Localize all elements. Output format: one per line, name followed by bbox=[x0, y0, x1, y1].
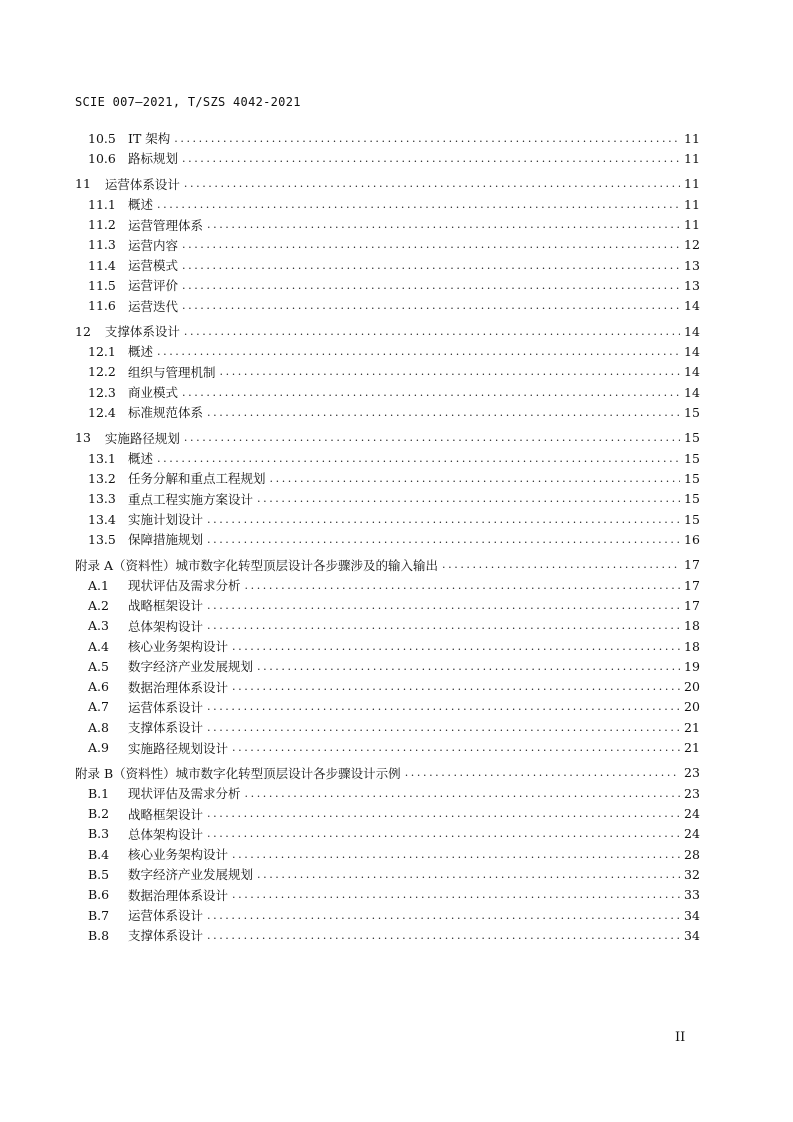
toc-entry-number: 附录 B bbox=[75, 765, 114, 781]
toc-entry-number: 13.5 bbox=[88, 531, 116, 547]
toc-entry-number: 11.5 bbox=[88, 277, 116, 293]
toc-entry-page: 11 bbox=[684, 150, 700, 166]
toc-leader-dots bbox=[184, 325, 680, 338]
toc-entry-page: 24 bbox=[684, 826, 700, 842]
toc-leader-dots bbox=[207, 807, 680, 820]
toc-entry[interactable] bbox=[75, 341, 698, 361]
toc-entry[interactable] bbox=[75, 321, 698, 341]
toc-leader-dots bbox=[207, 721, 680, 734]
toc-entry-page: 14 bbox=[684, 323, 700, 339]
toc-leader-dots bbox=[207, 619, 680, 632]
toc-entry-number: 附录 A bbox=[75, 557, 114, 573]
toc-entry-title: 任务分解和重点工程规划 bbox=[128, 471, 266, 487]
toc-entry-page: 20 bbox=[684, 699, 700, 715]
toc-leader-dots bbox=[207, 533, 680, 546]
toc-entry[interactable] bbox=[75, 402, 698, 422]
toc-entry-title: 概述 bbox=[128, 344, 154, 360]
toc-entry-number: A.4 bbox=[88, 638, 109, 654]
page-number-footer: II bbox=[675, 1030, 686, 1045]
toc-entry-page: 15 bbox=[684, 450, 700, 466]
toc-entry-number: A.3 bbox=[88, 618, 109, 634]
toc-entry[interactable] bbox=[75, 737, 698, 757]
toc-leader-dots bbox=[207, 700, 680, 713]
toc-entry-page: 13 bbox=[684, 277, 700, 293]
toc-entry-title: 重点工程实施方案设计 bbox=[128, 491, 254, 507]
toc-entry-number: 13.2 bbox=[88, 470, 116, 486]
toc-leader-dots bbox=[207, 599, 680, 612]
toc-entry-page: 13 bbox=[684, 257, 700, 273]
toc-entry-title: 数据治理体系设计 bbox=[128, 887, 229, 903]
toc-leader-dots bbox=[232, 640, 680, 653]
toc-leader-dots bbox=[174, 132, 680, 145]
toc-entry-title: 运营迭代 bbox=[128, 298, 179, 314]
toc-entry[interactable] bbox=[75, 885, 698, 905]
toc-entry-page: 11 bbox=[684, 130, 700, 146]
toc-entry-title: 支撑体系设计 bbox=[104, 324, 180, 340]
toc-entry[interactable] bbox=[75, 489, 698, 509]
toc-entry-page: 19 bbox=[684, 658, 700, 674]
toc-entry[interactable] bbox=[75, 468, 698, 488]
toc-entry-title: 运营体系设计 bbox=[128, 699, 204, 715]
toc-entry-number: A.5 bbox=[88, 658, 109, 674]
toc-entry[interactable] bbox=[75, 448, 698, 468]
toc-entry-title: 总体架构设计 bbox=[128, 826, 204, 842]
toc-entry-number: B.5 bbox=[88, 866, 110, 882]
toc-entry[interactable] bbox=[75, 362, 698, 382]
toc-entry-number: B.8 bbox=[88, 927, 110, 943]
toc-entry-page: 18 bbox=[684, 638, 700, 654]
toc-entry-page: 28 bbox=[684, 846, 700, 862]
toc-entry-page: 32 bbox=[684, 866, 700, 882]
toc-entry-page: 16 bbox=[684, 531, 700, 547]
toc-leader-dots bbox=[207, 406, 680, 419]
toc-entry-title: 商业模式 bbox=[128, 385, 179, 401]
toc-leader-dots bbox=[232, 888, 680, 901]
toc-entry-page: 34 bbox=[684, 907, 700, 923]
toc-entry-page: 11 bbox=[684, 217, 700, 233]
toc-entry-number: A.1 bbox=[88, 577, 109, 593]
toc-entry-title: 战略框架设计 bbox=[128, 806, 204, 822]
toc-entry[interactable] bbox=[75, 509, 698, 529]
toc-entry-number: 11 bbox=[75, 176, 91, 192]
toc-entry-number: B.7 bbox=[88, 907, 110, 923]
toc-entry-page: 15 bbox=[684, 511, 700, 527]
toc-entry[interactable] bbox=[75, 148, 698, 168]
toc-entry[interactable] bbox=[75, 194, 698, 214]
toc-entry[interactable] bbox=[75, 529, 698, 549]
toc-entry[interactable] bbox=[75, 555, 698, 575]
toc-entry-page: 15 bbox=[684, 430, 700, 446]
toc-entry[interactable] bbox=[75, 717, 698, 737]
toc-leader-dots bbox=[442, 558, 680, 571]
toc-leader-dots bbox=[157, 198, 680, 211]
toc-entry-number: A.2 bbox=[88, 597, 109, 613]
toc-entry-title: （资料性）城市数字化转型顶层设计各步骤涉及的输入输出 bbox=[113, 557, 439, 573]
toc-entry-page: 34 bbox=[684, 927, 700, 943]
toc-entry-number: A.9 bbox=[88, 740, 109, 755]
toc-entry-number: 13 bbox=[75, 430, 91, 446]
toc-entry-title: 现状评估及需求分析 bbox=[128, 786, 241, 802]
toc-entry[interactable] bbox=[75, 428, 698, 448]
toc-entry[interactable] bbox=[75, 844, 698, 864]
toc-entry[interactable] bbox=[75, 235, 698, 255]
toc-entry[interactable] bbox=[75, 636, 698, 656]
toc-entry[interactable] bbox=[75, 255, 698, 275]
toc-leader-dots bbox=[257, 492, 680, 505]
toc-leader-dots bbox=[182, 238, 680, 251]
toc-leader-dots bbox=[232, 848, 680, 861]
toc-entry-title: 组织与管理机制 bbox=[128, 364, 216, 380]
toc-entry-page: 17 bbox=[684, 597, 700, 613]
toc-entry-page: 17 bbox=[684, 557, 700, 573]
toc-entry-title: 概述 bbox=[128, 197, 154, 213]
toc-leader-dots bbox=[270, 472, 680, 485]
toc-leader-dots bbox=[207, 218, 680, 231]
toc-entry-title: 运营内容 bbox=[128, 237, 179, 253]
toc-entry-number: B.1 bbox=[88, 785, 110, 801]
toc-entry-page: 23 bbox=[684, 765, 700, 781]
toc-entry[interactable] bbox=[75, 697, 698, 717]
toc-entry-number: 10.5 bbox=[88, 130, 116, 146]
toc-leader-dots bbox=[232, 680, 680, 693]
toc-entry-page: 15 bbox=[684, 404, 700, 420]
toc-entry-page: 14 bbox=[684, 298, 700, 314]
toc-entry[interactable] bbox=[75, 925, 698, 945]
toc-entry-title: 总体架构设计 bbox=[128, 618, 204, 634]
toc-entry-page: 14 bbox=[684, 384, 700, 400]
toc-entry-title: 实施路径规划 bbox=[104, 430, 180, 446]
toc-entry-number: B.6 bbox=[88, 887, 110, 903]
toc-entry[interactable] bbox=[75, 575, 698, 595]
toc-entry-number: 12.3 bbox=[88, 384, 116, 400]
toc-entry-number: 10.6 bbox=[88, 150, 116, 166]
toc-entry[interactable] bbox=[75, 174, 698, 194]
toc-leader-dots bbox=[245, 787, 680, 800]
toc-entry-page: 18 bbox=[684, 618, 700, 634]
toc-entry-title: 数据治理体系设计 bbox=[128, 679, 229, 695]
toc-entry-page: 14 bbox=[684, 343, 700, 359]
toc-entry-number: 12.4 bbox=[88, 404, 116, 420]
toc-entry-page: 11 bbox=[684, 176, 700, 192]
toc-entry-title: 标准规范体系 bbox=[128, 405, 204, 421]
toc-entry-number: B.3 bbox=[88, 826, 110, 842]
toc-entry[interactable] bbox=[75, 824, 698, 844]
toc-entry-title: 战略框架设计 bbox=[128, 598, 204, 614]
toc-entry-page: 20 bbox=[684, 679, 700, 695]
toc-entry-page: 15 bbox=[684, 470, 700, 486]
toc-entry-title: 路标规划 bbox=[128, 151, 179, 167]
toc-entry[interactable] bbox=[75, 616, 698, 636]
toc-entry-title: 数字经济产业发展规划 bbox=[128, 867, 254, 883]
toc-leader-dots bbox=[157, 452, 680, 465]
toc-leader-dots bbox=[207, 827, 680, 840]
toc-entry[interactable] bbox=[75, 783, 698, 803]
toc-leader-dots bbox=[245, 579, 680, 592]
toc-entry[interactable] bbox=[75, 595, 698, 615]
toc-entry-page: 33 bbox=[684, 887, 700, 903]
toc-entry[interactable] bbox=[75, 656, 698, 676]
toc-leader-dots bbox=[232, 741, 680, 754]
toc-entry-number: A.7 bbox=[88, 699, 109, 715]
toc-leader-dots bbox=[257, 660, 680, 673]
toc-entry[interactable] bbox=[75, 214, 698, 234]
toc-entry-title: 核心业务架构设计 bbox=[128, 847, 229, 863]
toc-leader-dots bbox=[157, 345, 680, 358]
toc-entry-page: 11 bbox=[684, 196, 700, 212]
toc-entry[interactable] bbox=[75, 803, 698, 823]
toc-entry-number: A.8 bbox=[88, 719, 109, 735]
toc-entry-number: 13.1 bbox=[88, 450, 116, 466]
toc-entry[interactable] bbox=[75, 296, 698, 316]
toc-entry[interactable] bbox=[75, 864, 698, 884]
toc-leader-dots bbox=[405, 766, 680, 779]
toc-entry-title: 现状评估及需求分析 bbox=[128, 578, 241, 594]
toc-entry-number: 12 bbox=[75, 323, 91, 339]
toc-entry-page: 12 bbox=[684, 237, 700, 253]
toc-entry-title: 运营评价 bbox=[128, 278, 179, 294]
toc-leader-dots bbox=[182, 386, 680, 399]
toc-entry[interactable] bbox=[75, 382, 698, 402]
toc-entry-title: 概述 bbox=[128, 451, 154, 467]
toc-entry-page: 23 bbox=[684, 785, 700, 801]
toc-entry-title: 数字经济产业发展规划 bbox=[128, 659, 254, 675]
toc-entry[interactable] bbox=[75, 275, 698, 295]
toc-entry-page: 21 bbox=[684, 740, 700, 755]
toc-entry-number: B.4 bbox=[88, 846, 110, 862]
toc-entry-title: 运营体系设计 bbox=[104, 176, 180, 192]
toc-leader-dots bbox=[184, 431, 680, 444]
toc-entry-number: 13.4 bbox=[88, 511, 116, 527]
toc-entry-title: 运营管理体系 bbox=[128, 217, 204, 233]
toc-entry-number: 12.2 bbox=[88, 364, 116, 380]
toc-leader-dots bbox=[207, 513, 680, 526]
toc-entry-title: 实施计划设计 bbox=[128, 512, 204, 528]
toc-leader-dots bbox=[207, 929, 680, 942]
toc-entry-title: 支撑体系设计 bbox=[128, 720, 204, 736]
toc-entry-number: 11.1 bbox=[88, 196, 116, 212]
toc-entry-page: 21 bbox=[684, 719, 700, 735]
toc-leader-dots bbox=[182, 259, 680, 272]
toc-entry-page: 14 bbox=[684, 364, 700, 380]
toc-entry-number: 12.1 bbox=[88, 343, 116, 359]
toc-entry-title: 保障措施规划 bbox=[128, 532, 204, 548]
toc-entry-title: 实施路径规划设计 bbox=[128, 740, 229, 756]
toc-leader-dots bbox=[257, 868, 680, 881]
toc-entry-title: IT 架构 bbox=[128, 131, 171, 147]
toc-leader-dots bbox=[207, 909, 680, 922]
toc-leader-dots bbox=[182, 299, 680, 312]
toc-entry-title: 运营模式 bbox=[128, 258, 179, 274]
toc-entry[interactable] bbox=[75, 905, 698, 925]
toc-leader-dots bbox=[182, 152, 680, 165]
toc-entry-number: 11.4 bbox=[88, 257, 116, 273]
toc-entry-title: （资料性）城市数字化转型顶层设计各步骤设计示例 bbox=[113, 765, 401, 781]
toc-entry-number: 11.2 bbox=[88, 217, 116, 233]
toc-entry-title: 核心业务架构设计 bbox=[128, 639, 229, 655]
toc-entry-title: 支撑体系设计 bbox=[128, 928, 204, 944]
toc-entry-number: 11.6 bbox=[88, 298, 116, 314]
toc-entry-title: 运营体系设计 bbox=[128, 908, 204, 924]
toc-entry[interactable] bbox=[75, 763, 698, 783]
toc-entry-page: 15 bbox=[684, 491, 700, 507]
toc-leader-dots bbox=[184, 177, 680, 190]
toc-leader-dots bbox=[182, 279, 680, 292]
document-header: SCIE 007—2021, T/SZS 4042-2021 bbox=[75, 95, 301, 109]
toc-entry-number: 11.3 bbox=[88, 237, 116, 253]
toc-entry-page: 17 bbox=[684, 577, 700, 593]
table-of-contents bbox=[75, 128, 698, 946]
toc-entry[interactable] bbox=[75, 128, 698, 148]
toc-entry-number: A.6 bbox=[88, 679, 109, 695]
toc-entry-number: 13.3 bbox=[88, 491, 116, 507]
toc-entry-page: 24 bbox=[684, 806, 700, 822]
toc-entry-number: B.2 bbox=[88, 806, 110, 822]
toc-leader-dots bbox=[220, 365, 680, 378]
toc-entry[interactable] bbox=[75, 676, 698, 696]
